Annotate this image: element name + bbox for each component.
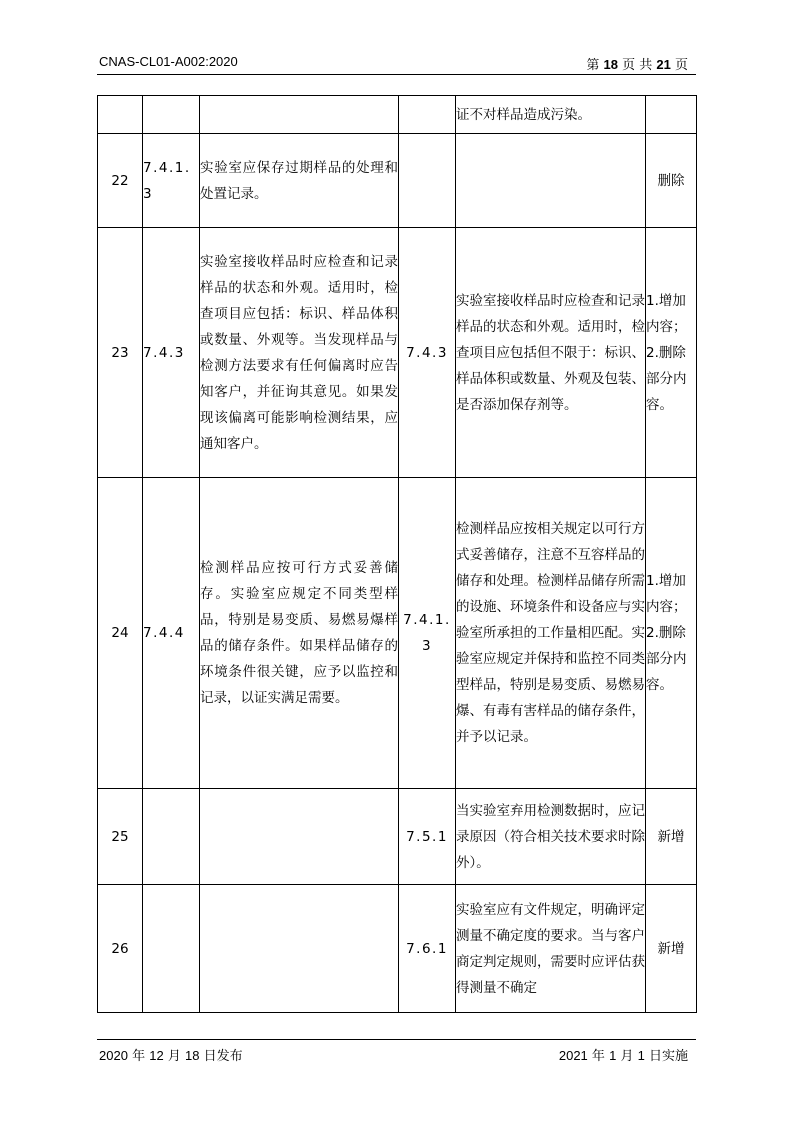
issue-month-unit: 月: [167, 1049, 181, 1064]
page-total: 21: [656, 57, 671, 72]
page-indicator: [586, 54, 688, 73]
new-text: 证不对样品造成污染。: [456, 96, 646, 134]
change-note: [646, 228, 697, 478]
old-clause: 7.4.1.3: [143, 134, 200, 228]
change-note: [646, 96, 697, 134]
comparison-table: [97, 95, 697, 1013]
note-line: 1.增加内容；: [646, 573, 687, 615]
old-clause: [143, 96, 200, 134]
old-text: [200, 885, 399, 1013]
note-line: 1.增加内容；: [646, 292, 687, 335]
old-clause: 7.4.4: [143, 478, 200, 789]
note-list: [646, 288, 696, 418]
new-text: 实验室应有文件规定，明确评定测量不确定度的要求。当与客户商定判定规则，需要时应评估获得测量不确定: [456, 885, 646, 1013]
old-text: 实验室应保存过期样品的处理和处置记录。: [200, 134, 399, 228]
new-text: 检测样品应按相关规定以可行方式妥善储存，注意不互容样品的储存和处理。检测样品储存所需的设施、环境条件和设备应与实验室所承担的工作量相匹配。实验室应规定并保持和监控不同类型样品，特别是易变质、易燃易爆、有毒有害样品的储存条件，并予以记录。: [456, 478, 646, 789]
page-number: 18: [603, 57, 618, 72]
row-number: 22: [98, 134, 143, 228]
new-clause: 7.5.1: [399, 789, 456, 885]
note-line: 2.删除部分内容。: [646, 625, 687, 693]
table-row: [98, 228, 697, 478]
old-text: 检测样品应按可行方式妥善储存。实验室应规定不同类型样品，特别是易变质、易燃易爆样品的储存条件。如果样品储存的环境条件很关键，应予以监控和记录，以证实满足需要。: [200, 478, 399, 789]
new-clause: [399, 96, 456, 134]
footer-rule: [97, 1039, 696, 1040]
table-row: [98, 789, 697, 885]
issue-date: [99, 1045, 243, 1064]
new-text: 实验室接收样品时应检查和记录样品的状态和外观。适用时，检查项目应包括但不限于：标识、样品体积或数量、外观及包装、是否添加保存剂等。: [456, 228, 646, 478]
new-text: [456, 134, 646, 228]
document-code: CNAS-CL01-A002:2020: [99, 54, 238, 69]
change-note: 删除: [646, 134, 697, 228]
table-row: [98, 885, 697, 1013]
note-list: [646, 568, 696, 698]
page-suffix: 页: [674, 58, 688, 73]
row-number: 24: [98, 478, 143, 789]
old-text: [200, 789, 399, 885]
old-text: 实验室接收样品时应检查和记录样品的状态和外观。适用时，检查项目应包括：标识、样品体积或数量、外观等。当发现样品与检测方法要求有任何偏离时应告知客户，并征询其意见。如果发现该偏离可能影响检测结果，应通知客户。: [200, 228, 399, 478]
page-prefix: 第: [586, 58, 600, 73]
impl-year: 2021: [558, 1048, 588, 1063]
table-row: [98, 478, 697, 789]
change-note: 新增: [646, 885, 697, 1013]
old-clause: [143, 789, 200, 885]
issue-day: 18: [184, 1048, 200, 1063]
impl-month: 1: [609, 1048, 617, 1063]
issue-year: 2020: [99, 1048, 128, 1063]
new-clause: [399, 134, 456, 228]
row-number: 26: [98, 885, 143, 1013]
impl-day: 1: [637, 1048, 645, 1063]
header-rule: [97, 74, 696, 75]
implementation-date: [559, 1045, 688, 1064]
impl-suffix: 日实施: [648, 1049, 688, 1064]
impl-year-unit: 年: [591, 1049, 605, 1064]
impl-month-unit: 月: [620, 1049, 634, 1064]
row-number: 23: [98, 228, 143, 478]
issue-year-unit: 年: [132, 1049, 146, 1064]
page-mid: 页 共: [622, 58, 653, 73]
note-line: 2.删除部分内容。: [646, 344, 687, 413]
old-clause: 7.4.3: [143, 228, 200, 478]
row-number: 25: [98, 789, 143, 885]
table-row: [98, 96, 697, 134]
new-clause: 7.4.3: [399, 228, 456, 478]
new-clause: 7.6.1: [399, 885, 456, 1013]
old-clause: [143, 885, 200, 1013]
change-note: [646, 478, 697, 789]
old-text: [200, 96, 399, 134]
issue-suffix: 日发布: [203, 1049, 243, 1064]
issue-month: 12: [149, 1048, 164, 1063]
change-note: 新增: [646, 789, 697, 885]
new-text: 当实验室弃用检测数据时，应记录原因（符合相关技术要求时除外）。: [456, 789, 646, 885]
row-number: [98, 96, 143, 134]
table-row: [98, 134, 697, 228]
new-clause: 7.4.1.3: [399, 478, 456, 789]
